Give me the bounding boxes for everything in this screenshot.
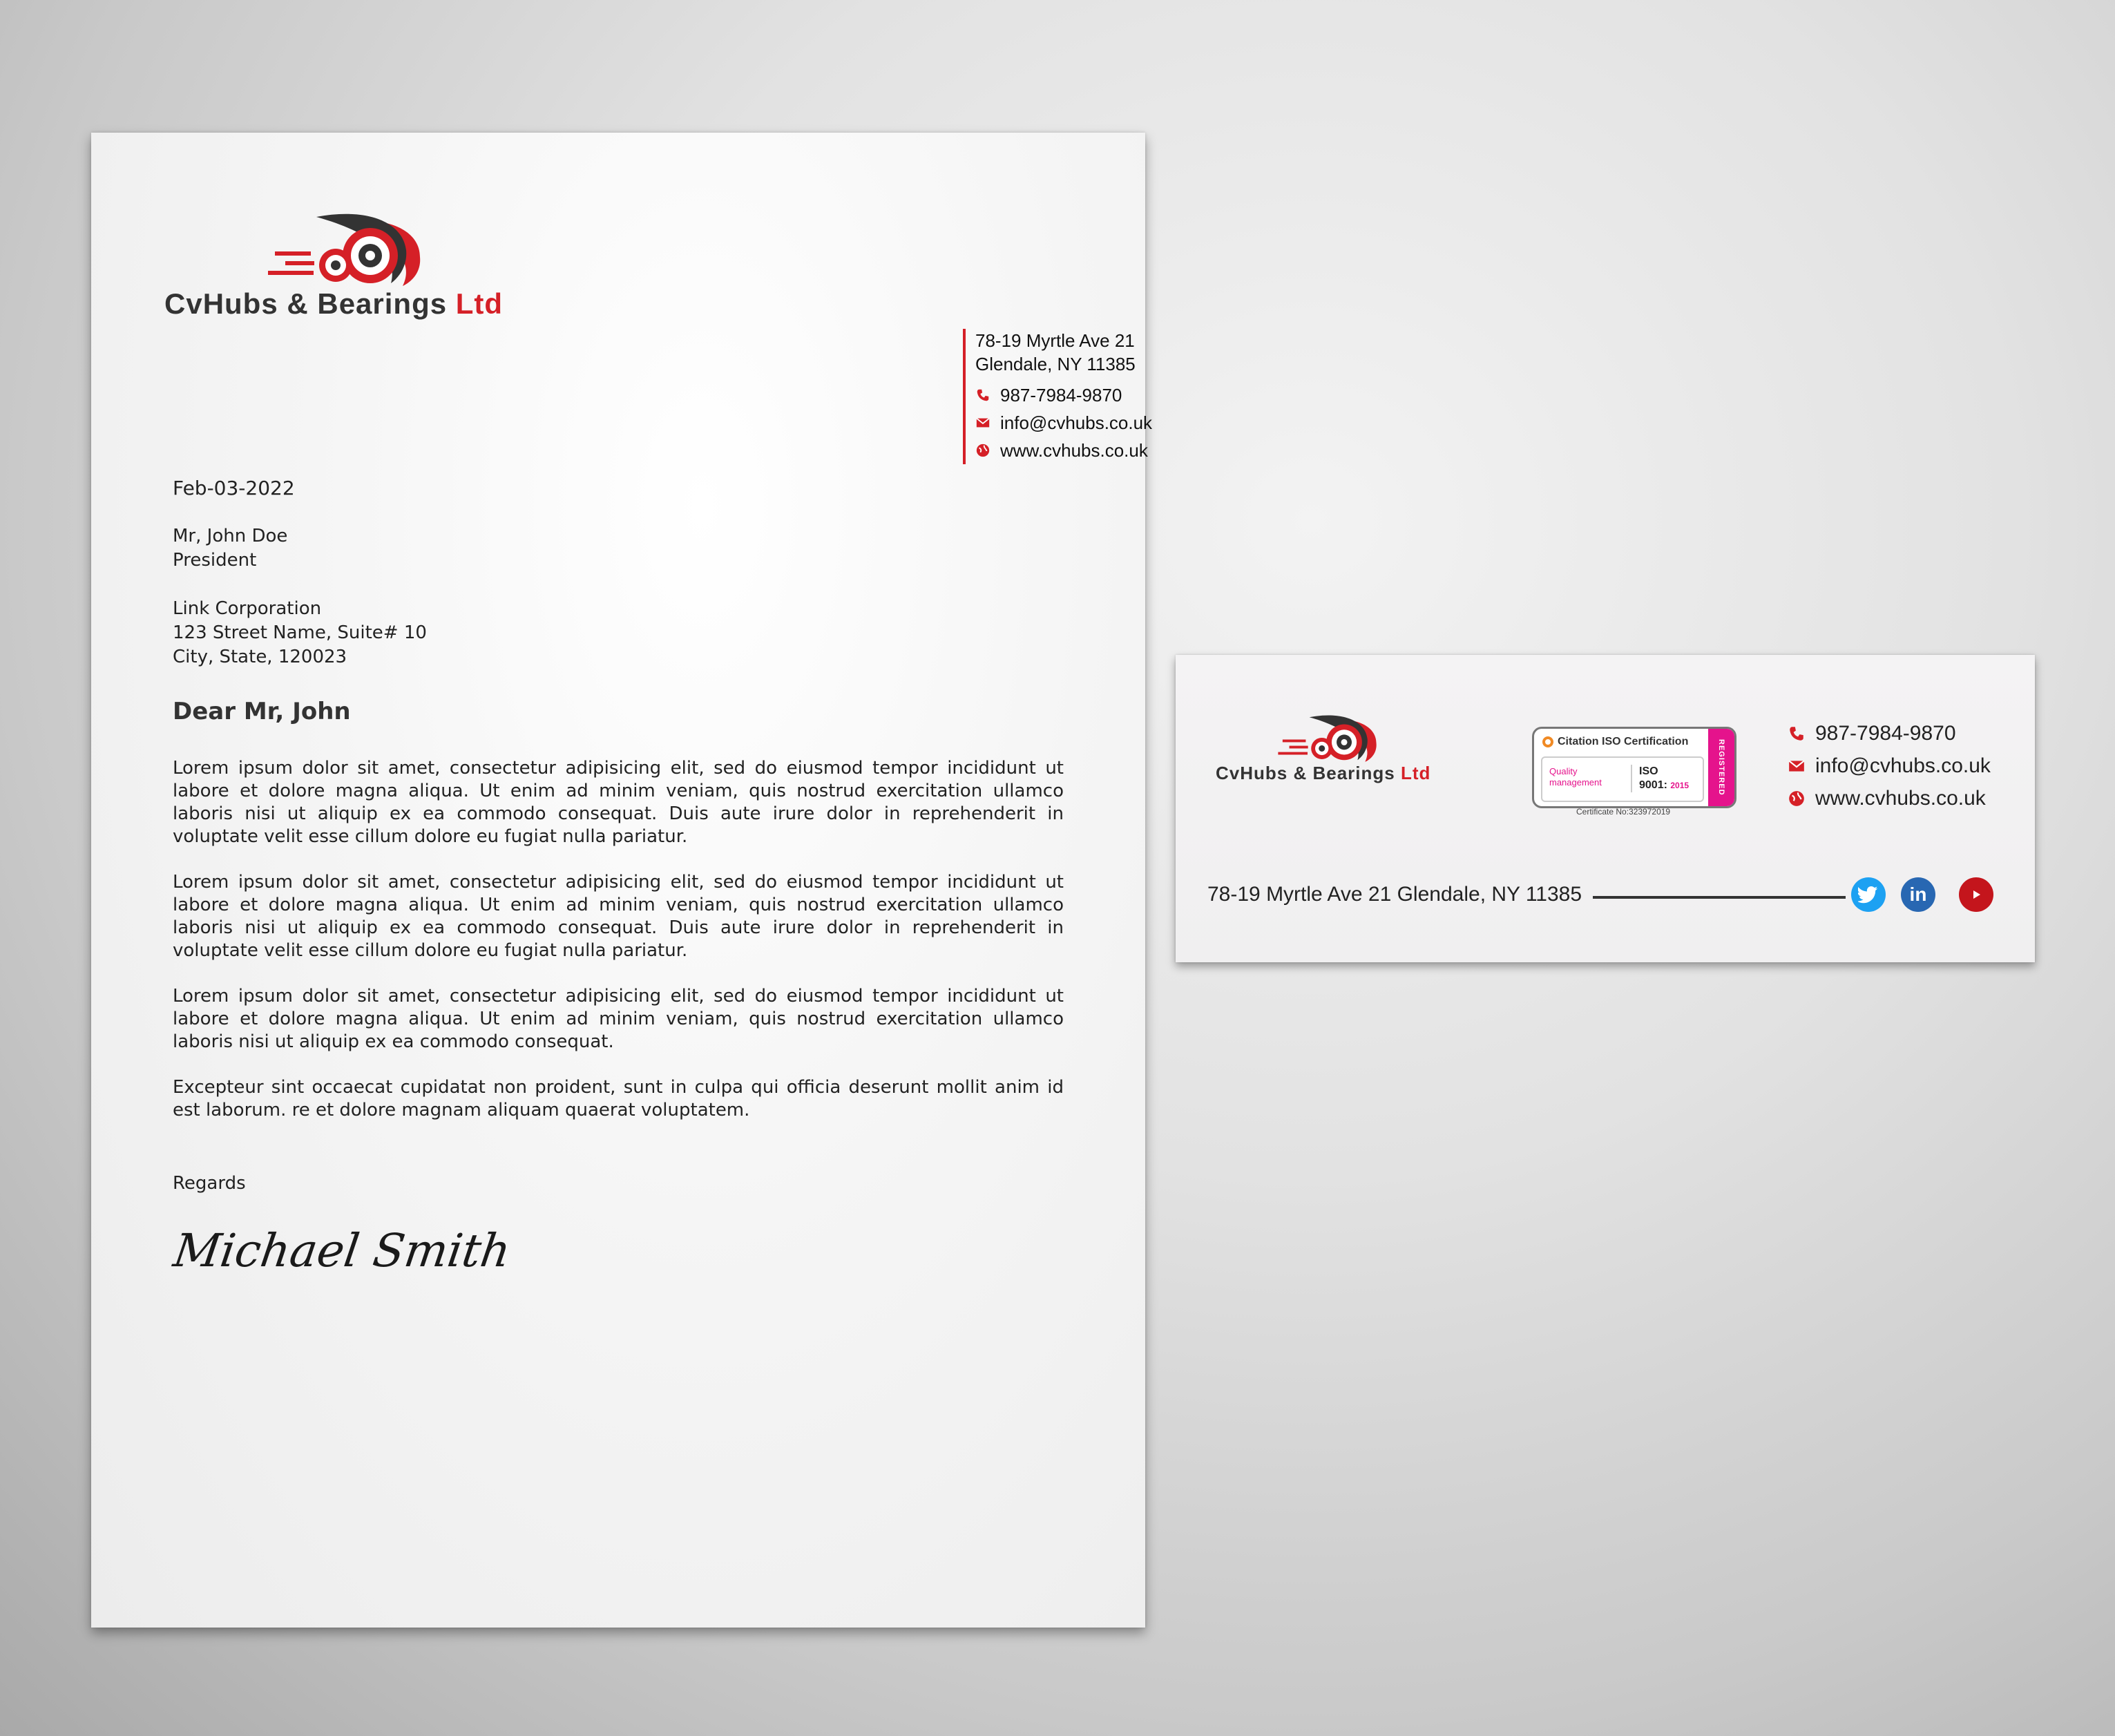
email-text[interactable]: info@cvhubs.co.uk <box>1000 412 1153 433</box>
iso-certification-badge <box>1532 727 1736 808</box>
closing: Regards <box>173 1173 246 1194</box>
paragraph: Lorem ipsum dolor sit amet, consectetur adipisicing elit, sed do eiusmod tempor incididunt ut labore et dolore magna aliqua. Ut enim ad minim veniam, quis nostrud exercitation ullamco laboris nisi ut aliquip ex ea commodo consequat. <box>173 986 1064 1052</box>
iso-title: Citation ISO Certification <box>1542 736 1688 748</box>
iso-quality-label: Quality management <box>1549 766 1602 788</box>
company-logo <box>164 202 634 319</box>
globe-icon <box>975 443 990 458</box>
recipient-company: Link Corporation <box>173 598 322 619</box>
iso-standard: ISO 9001: 2015 <box>1631 765 1689 792</box>
phone-icon <box>1788 725 1806 743</box>
email-text[interactable]: info@cvhubs.co.uk <box>1815 754 1991 777</box>
recipient-title: President <box>173 550 257 571</box>
phone-row <box>975 381 1196 409</box>
iso-registered-label: REGISTERED <box>1708 729 1734 806</box>
envelope-icon <box>1788 757 1806 775</box>
twitter-icon[interactable] <box>1851 877 1886 912</box>
card-contact <box>1788 717 1991 814</box>
phone-text: 987-7984-9870 <box>1000 385 1122 406</box>
letter-date: Feb-03-2022 <box>173 477 295 499</box>
website-row <box>975 437 1196 464</box>
email-signature-card <box>1176 655 2035 962</box>
website-text[interactable]: www.cvhubs.co.uk <box>1000 440 1148 461</box>
globe-icon <box>1788 790 1806 808</box>
website-row <box>1788 782 1991 814</box>
envelope-icon <box>975 415 990 430</box>
bearing-logo-mark <box>247 202 427 292</box>
phone-icon <box>975 388 990 403</box>
iso-certificate-number: Certificate No:323972019 <box>1576 807 1671 817</box>
phone-text: 987-7984-9870 <box>1815 721 1956 745</box>
citation-logo-icon <box>1542 736 1553 747</box>
recipient-street: 123 Street Name, Suite# 10 <box>173 622 427 643</box>
paragraph: Lorem ipsum dolor sit amet, consectetur adipisicing elit, sed do eiusmod tempor incididunt ut labore et dolore magna aliqua. Ut enim ad minim veniam, quis nostrud exercitation ullamco laboris nisi ut aliquip ex ea commodo consequat. Duis aute irure dolor in reprehenderit in voluptate velit esse cillum dolore eu fugiat nulla pariatur. <box>173 872 1064 961</box>
address-line-1: 78-19 Myrtle Ave 21 <box>975 330 1135 351</box>
email-row <box>975 409 1196 437</box>
iso-inner-box <box>1541 756 1704 802</box>
paragraph: Lorem ipsum dolor sit amet, consectetur adipisicing elit, sed do eiusmod tempor incididunt ut labore et dolore magna aliqua. Ut enim ad minim veniam, quis nostrud exercitation ullamco laboris nisi ut aliquip ex ea commodo consequat. Duis aute irure dolor in reprehenderit in voluptate velit esse cillum dolore eu fugiat nulla pariatur. <box>173 758 1064 847</box>
email-row <box>1788 750 1991 782</box>
recipient-name: Mr, John Doe <box>173 526 288 546</box>
company-name: CvHubs & Bearings Ltd <box>1216 763 1431 783</box>
letterhead-contact <box>963 329 1196 464</box>
divider-line <box>1593 896 1846 899</box>
salutation: Dear Mr, John <box>173 698 351 725</box>
bearing-logo-mark <box>1264 707 1381 765</box>
card-address: 78-19 Myrtle Ave 21 Glendale, NY 11385 <box>1207 883 1582 906</box>
address-line-2: Glendale, NY 11385 <box>975 354 1136 374</box>
signature: Michael Smith <box>170 1224 515 1277</box>
website-text[interactable]: www.cvhubs.co.uk <box>1815 786 1986 810</box>
company-logo <box>1216 707 1478 783</box>
paragraph: Excepteur sint occaecat cupidatat non proident, sunt in culpa qui officia deserunt mollit anim id est laborum. re et dolore magnam aliquam quaerat voluptatem. <box>173 1077 1064 1120</box>
letter-body <box>173 757 1064 1145</box>
youtube-icon[interactable] <box>1959 877 1993 912</box>
company-name: CvHubs & Bearings Ltd <box>164 287 504 320</box>
phone-row <box>1788 717 1991 750</box>
linkedin-icon[interactable]: in <box>1901 877 1935 912</box>
recipient-city: City, State, 120023 <box>173 647 347 667</box>
